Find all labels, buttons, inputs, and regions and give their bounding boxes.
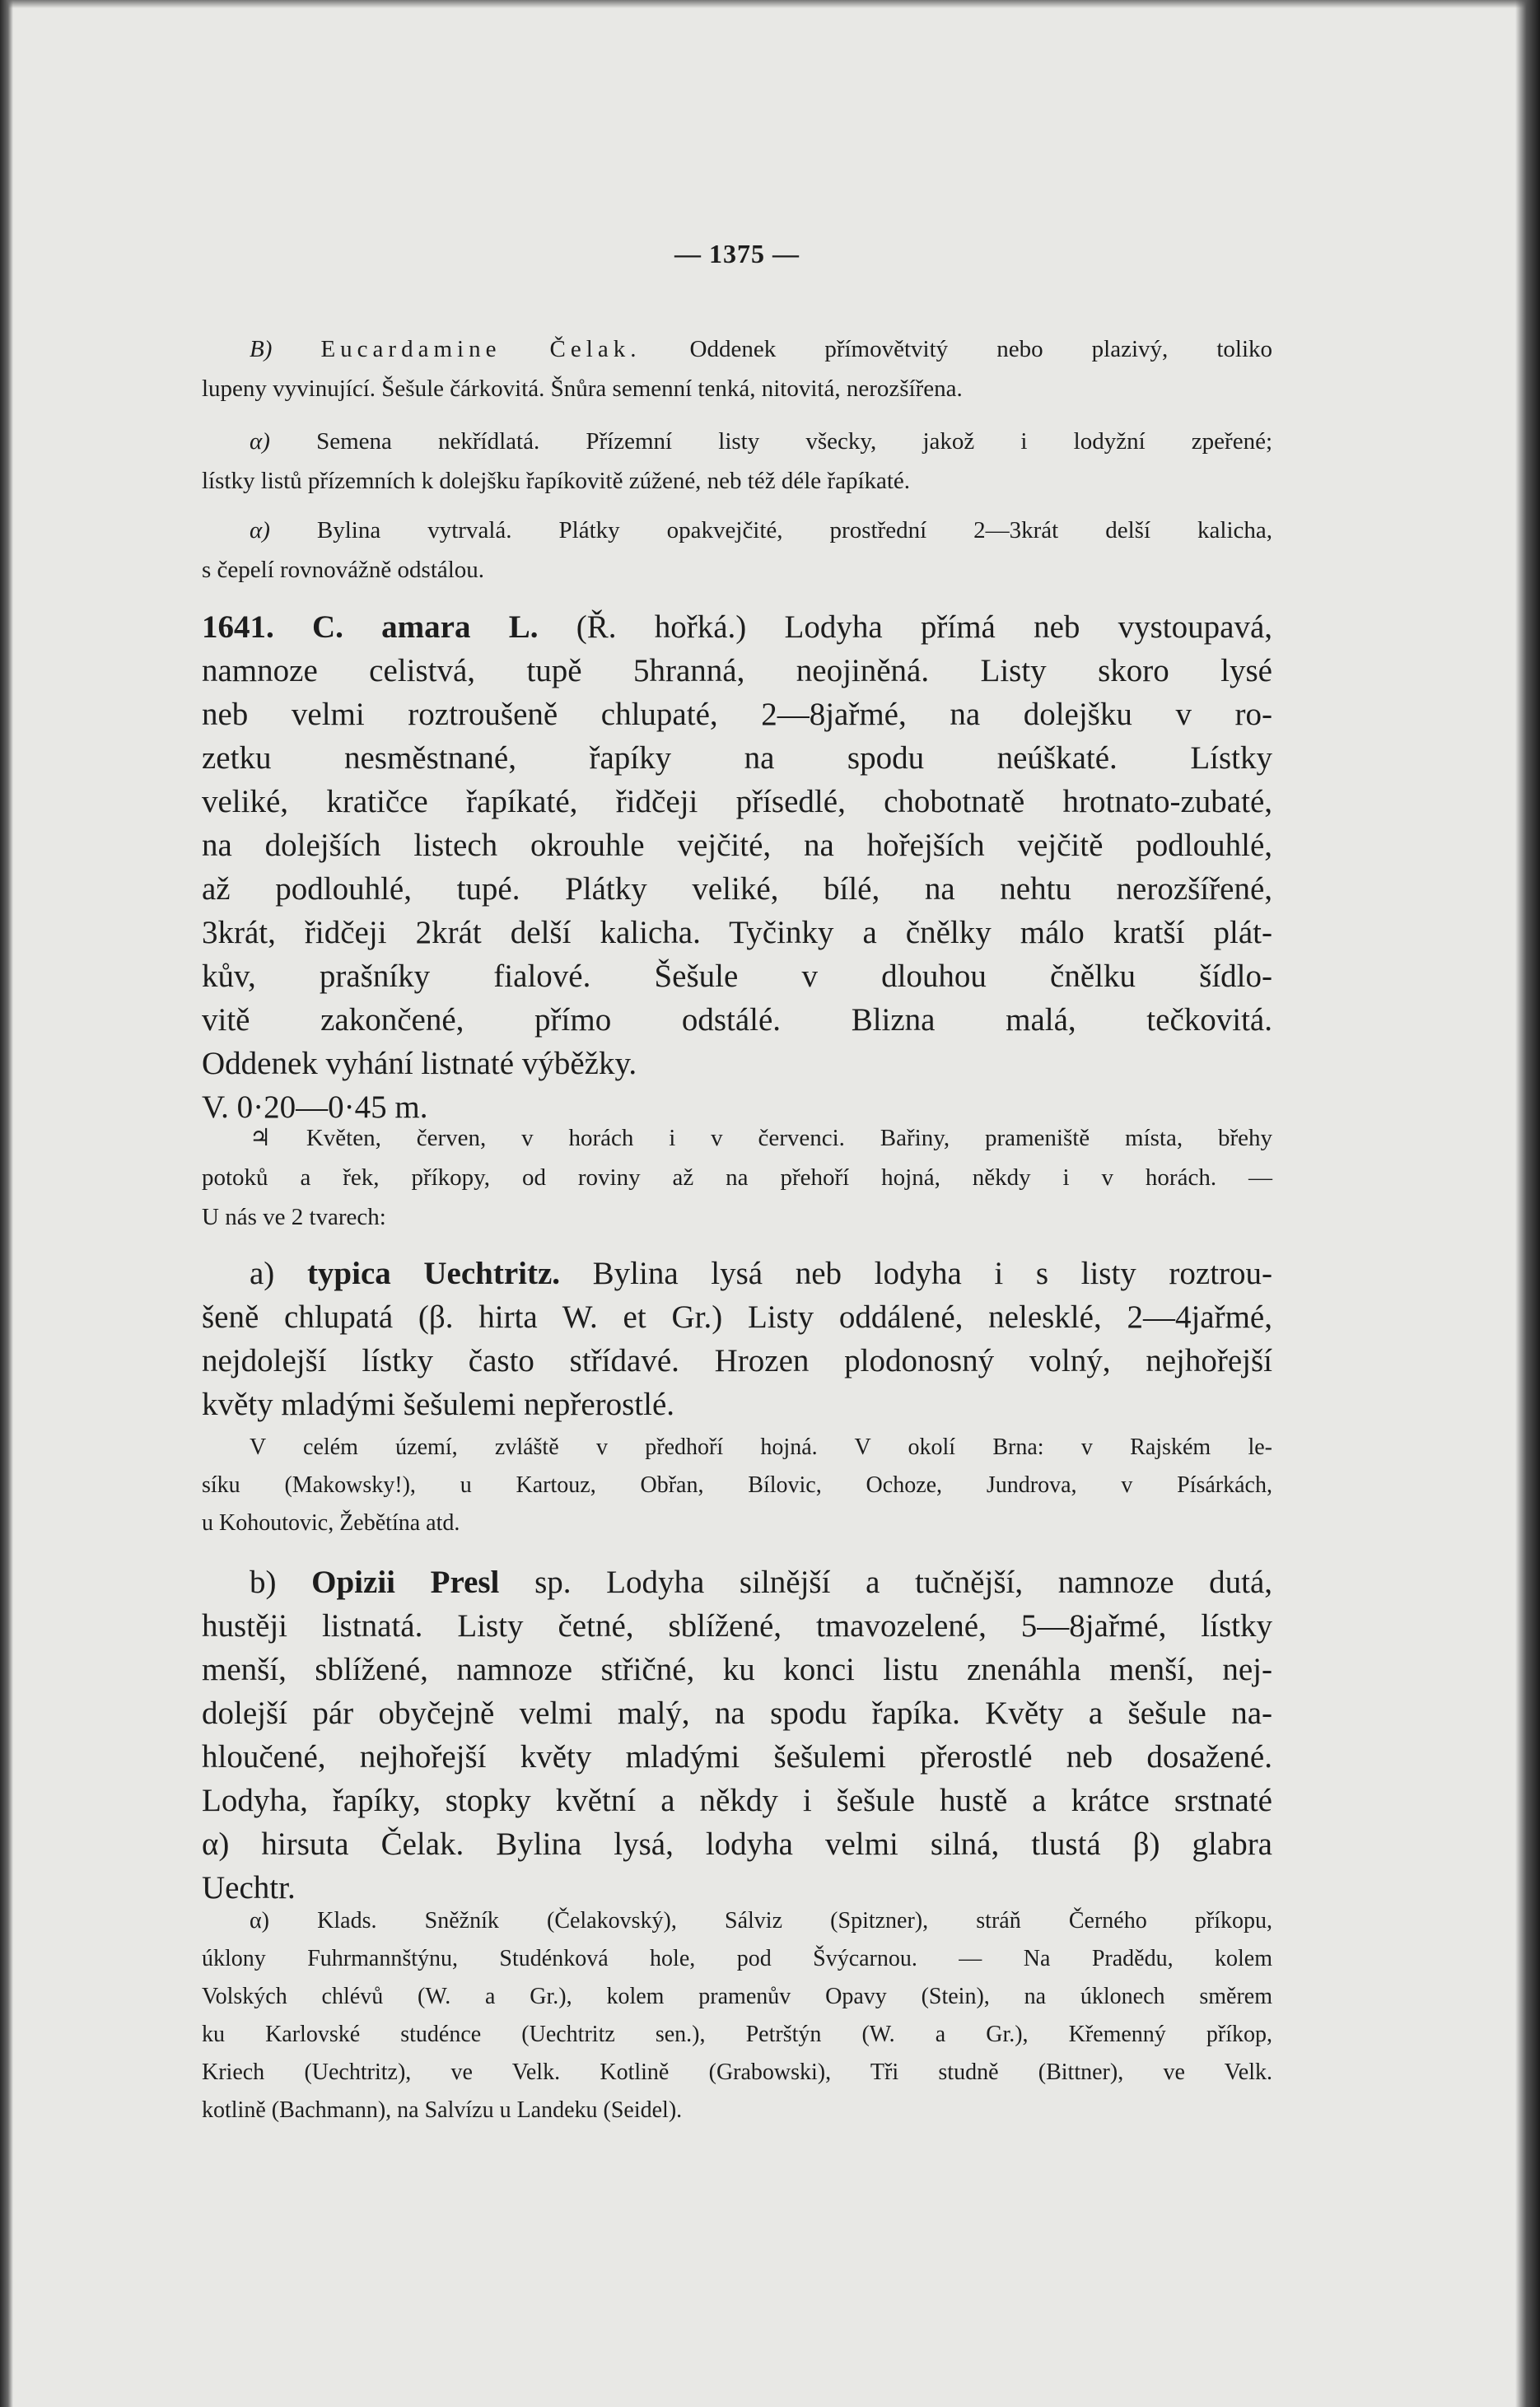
variety-b-text: Lodyha silnější a tučnější, namnoze dutá, <box>606 1565 1273 1600</box>
section-b-name: Eucardamine <box>320 336 502 362</box>
section-a-line-2: lístky listů přízemních k dolejšku řapíkovitě zúžené, neb též déle řapíkaté. <box>202 468 911 494</box>
species-name: C. amara L. <box>312 609 539 645</box>
variety-a-locality-line: u Kohoutovic, Žebětína atd. <box>202 1510 460 1536</box>
variety-b-line: Lodyha, řapíky, stopky květní a někdy i šešule hustě a krátce srstnaté <box>202 1783 1272 1818</box>
species-description <box>202 605 1272 1129</box>
species-line: vitě zakončené, přímo odstálé. Blizna malá, tečkovitá. <box>202 1002 1272 1038</box>
species-line-1-text: Lodyha přímá neb vystoupavá, <box>784 609 1273 645</box>
variety-a-text: Bylina lysá neb lodyha i s listy roztrou- <box>592 1256 1273 1291</box>
variety-b-localities <box>202 1902 1272 2129</box>
variety-b-locality-line: kotlině (Bachmann), na Salvízu u Landeku (Seidel). <box>202 2097 683 2123</box>
species-line-1 <box>202 605 1272 649</box>
variety-b-line: hustěji listnatá. Listy četné, sblížené, tmavozelené, 5—8jařmé, lístky <box>202 1608 1272 1644</box>
variety-b-locality-line: α) Klads. Sněžník (Čelakovský), Sálviz (Spitzner), stráň Černého příkopu, <box>250 1908 1272 1934</box>
variety-a-label: a) <box>250 1256 275 1291</box>
habitat-line: U nás ve 2 tvarech: <box>202 1204 386 1230</box>
variety-b-name: Opizii Presl <box>311 1565 500 1600</box>
variety-b-line: hloučené, nejhořejší květy mladými šešulemi přerostlé neb dosažené. <box>202 1739 1272 1775</box>
species-line: kův, prašníky fialové. Šešule v dlouhou čnělku šídlo- <box>202 959 1272 994</box>
section-b-mark: B) <box>250 336 273 362</box>
variety-a-line: nejdolejší lístky často střídavé. Hrozen plodonosný volný, nejhořejší <box>202 1343 1272 1378</box>
species-line: 3krát, řidčeji 2krát delší kalicha. Tyčinky a čnělky málo kratší plát- <box>202 915 1272 950</box>
variety-b-locality-line: Volských chlévů (W. a Gr.), kolem pramenův Opavy (Stein), na úklonech směrem <box>202 1984 1272 2009</box>
section-b-author: Čelak. <box>549 336 642 362</box>
species-common-name: (Ř. hořká.) <box>576 609 747 645</box>
variety-b-abbr: sp. <box>534 1565 572 1600</box>
habitat-line: ♃ Květen, červen, v horách i v červenci. Bařiny, prameniště místa, břehy <box>250 1125 1272 1151</box>
variety-b-locality-line: ku Karlovské studénce (Uechtritz sen.), Petrštýn (W. a Gr.), Křemenný příkop, <box>202 2022 1272 2047</box>
habitat <box>202 1118 1272 1237</box>
variety-b-locality-line: Kriech (Uechtritz), ve Velk. Kotlině (Grabowski), Tři studně (Bittner), ve Velk. <box>202 2059 1272 2085</box>
section-alpha-text: Bylina vytrvalá. Plátky opakvejčité, prostřední 2—3krát delší kalicha, <box>316 517 1272 543</box>
variety-b-line: dolejší pár obyčejně velmi malý, na spodu řapíka. Květy a šešule na- <box>202 1696 1272 1731</box>
species-line: veliké, kratičce řapíkaté, řidčeji přísedlé, chobotnatě hrotnato-zubaté, <box>202 784 1272 819</box>
page-number: — 1375 — <box>674 239 800 268</box>
variety-a <box>202 1252 1272 1426</box>
variety-a-line: květy mladými šešulemi nepřerostlé. <box>202 1387 675 1422</box>
variety-a-locality-line: síku (Makowsky!), u Kartouz, Obřan, Bílovic, Ochoze, Jundrova, v Písárkách, <box>202 1472 1272 1498</box>
page-edge-left <box>0 0 13 2407</box>
habitat-line: potoků a řek, příkopy, od roviny až na přehoří hojná, někdy i v horách. — <box>202 1164 1272 1191</box>
page-edge-right <box>1515 0 1540 2407</box>
section-a <box>202 422 1272 501</box>
variety-a-locality-line: V celém území, zvláště v předhoří hojná. V okolí Brna: v Rajském le- <box>250 1434 1272 1460</box>
variety-a-line-1 <box>202 1252 1272 1295</box>
page-edge-top <box>0 0 1540 8</box>
species-line: zetku nesměstnané, řapíky na spodu neúškaté. Lístky <box>202 740 1272 776</box>
section-a-text: Semena nekřídlatá. Přízemní listy všecky, jakož i lodyžní zpeřené; <box>316 428 1272 455</box>
section-b-line-1 <box>202 329 1272 369</box>
section-alpha-line-2: s čepelí rovnovážně odstálou. <box>202 557 485 583</box>
variety-b-locality-line: úklony Fuhrmannštýnu, Studénková hole, pod Švýcarnou. — Na Pradědu, kolem <box>202 1946 1272 1971</box>
section-alpha-line-1 <box>202 511 1272 550</box>
section-b-line-2: lupeny vyvinující. Šešule čárkovitá. Šnůra semenní tenká, nitovitá, nerozšířena. <box>202 376 963 402</box>
section-a-mark: α) <box>250 428 270 455</box>
species-line: na dolejších listech okrouhle vejčité, na hořejších vejčitě podlouhlé, <box>202 828 1272 863</box>
variety-b-line: Uechtr. <box>202 1870 296 1906</box>
variety-a-name: typica Uechtritz. <box>306 1256 561 1291</box>
species-line: namnoze celistvá, tupě 5hranná, neojiněná. Listy skoro lysé <box>202 653 1272 688</box>
species-line: až podlouhlé, tupé. Plátky veliké, bílé, na nehtu nerozšířené, <box>202 871 1272 907</box>
variety-b-line: α) hirsuta Čelak. Bylina lysá, lodyha velmi silná, tlustá β) glabra <box>202 1826 1272 1862</box>
variety-b-line: menší, sblížené, namnoze střičné, ku konci listu znenáhla menší, nej- <box>202 1652 1272 1687</box>
section-b <box>202 329 1272 408</box>
variety-a-localities <box>202 1429 1272 1542</box>
section-alpha-mark: α) <box>250 517 270 543</box>
species-size: V. 0·20—0·45 m. <box>202 1089 428 1125</box>
section-b-text: Oddenek přímovětvitý nebo plazivý, toliko <box>689 336 1273 362</box>
section-a-line-1 <box>202 422 1272 461</box>
section-alpha <box>202 511 1272 590</box>
species-number: 1641. <box>202 609 274 645</box>
species-line: neb velmi roztroušeně chlupaté, 2—8jařmé, na dolejšku v ro- <box>202 697 1272 732</box>
variety-a-line: šeně chlupatá (β. hirta W. et Gr.) Listy oddálené, nelesklé, 2—4jařmé, <box>202 1299 1272 1335</box>
variety-b-line-1 <box>202 1560 1272 1604</box>
variety-b-label: b) <box>250 1565 277 1600</box>
species-line: Oddenek vyhání listnaté výběžky. <box>202 1046 637 1081</box>
variety-b <box>202 1560 1272 1910</box>
